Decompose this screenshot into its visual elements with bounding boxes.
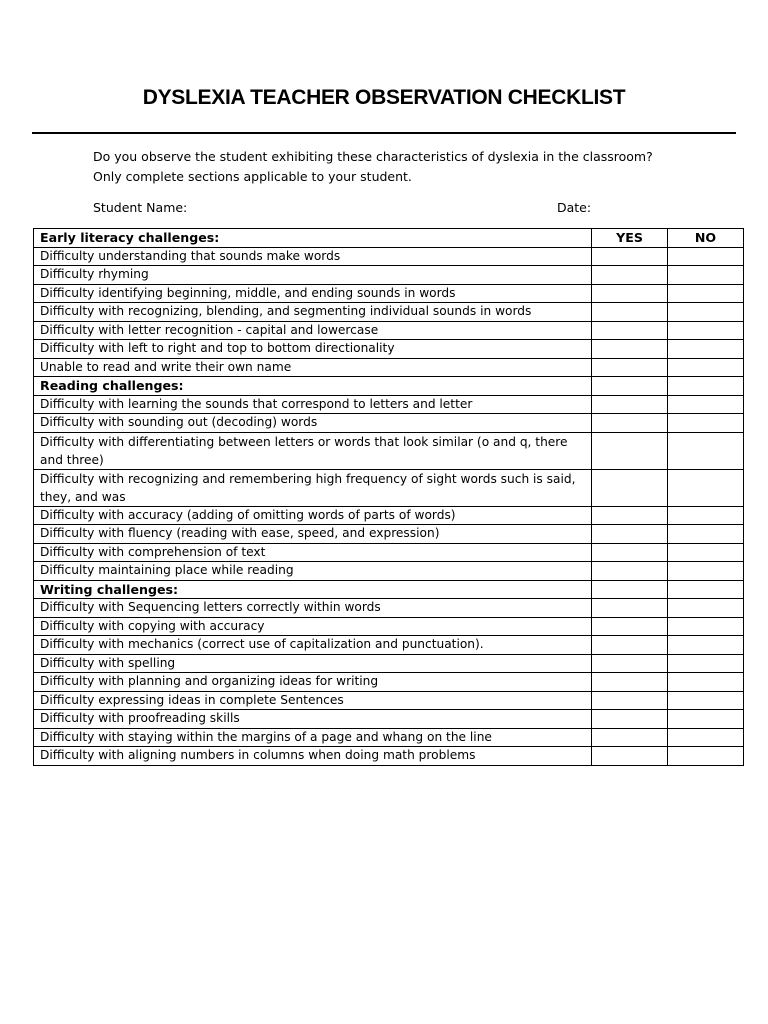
checklist-row bbox=[34, 525, 744, 544]
yes-checkbox-cell[interactable] bbox=[592, 266, 668, 285]
no-checkbox-cell[interactable] bbox=[668, 525, 744, 544]
observation-checklist-table bbox=[33, 228, 744, 766]
checklist-row bbox=[34, 284, 744, 303]
checklist-row bbox=[34, 691, 744, 710]
checklist-item-label: Difficulty with differentiating between letters or words that look similar (o and q, there and three) bbox=[34, 432, 592, 469]
checklist-row bbox=[34, 728, 744, 747]
checklist-row bbox=[34, 543, 744, 562]
no-checkbox-cell[interactable] bbox=[668, 636, 744, 655]
intro-instruction: Only complete sections applicable to your student. bbox=[93, 169, 412, 184]
no-checkbox-cell[interactable] bbox=[668, 358, 744, 377]
checklist-item-label: Difficulty with aligning numbers in columns when doing math problems bbox=[34, 747, 592, 766]
checklist-row bbox=[34, 358, 744, 377]
no-checkbox-cell[interactable] bbox=[668, 395, 744, 414]
checklist-row bbox=[34, 432, 744, 469]
section-header-writing bbox=[34, 580, 744, 599]
checklist-row bbox=[34, 710, 744, 729]
no-checkbox-cell[interactable] bbox=[668, 321, 744, 340]
checklist-row bbox=[34, 247, 744, 266]
checklist-row bbox=[34, 303, 744, 322]
yes-checkbox-cell[interactable] bbox=[592, 414, 668, 433]
no-checkbox-cell[interactable] bbox=[668, 691, 744, 710]
yes-checkbox-cell[interactable] bbox=[592, 691, 668, 710]
yes-column-header: YES bbox=[592, 229, 668, 248]
no-checkbox-cell[interactable] bbox=[668, 617, 744, 636]
section-header-reading bbox=[34, 377, 744, 396]
student-name-label: Student Name: bbox=[93, 200, 188, 215]
no-column-header: NO bbox=[668, 229, 744, 248]
no-checkbox-cell[interactable] bbox=[668, 377, 744, 396]
checklist-item-label: Difficulty with left to right and top to bottom directionality bbox=[34, 340, 592, 359]
no-checkbox-cell[interactable] bbox=[668, 266, 744, 285]
checklist-item-label: Difficulty with Sequencing letters correctly within words bbox=[34, 599, 592, 618]
no-checkbox-cell[interactable] bbox=[668, 654, 744, 673]
checklist-item-label: Difficulty with copying with accuracy bbox=[34, 617, 592, 636]
checklist-row bbox=[34, 747, 744, 766]
yes-checkbox-cell[interactable] bbox=[592, 636, 668, 655]
checklist-row bbox=[34, 599, 744, 618]
checklist-item-label: Difficulty with letter recognition - capital and lowercase bbox=[34, 321, 592, 340]
checklist-row bbox=[34, 617, 744, 636]
yes-checkbox-cell[interactable] bbox=[592, 525, 668, 544]
section-title: Reading challenges: bbox=[34, 377, 592, 396]
checklist-item-label: Difficulty with spelling bbox=[34, 654, 592, 673]
no-checkbox-cell[interactable] bbox=[668, 728, 744, 747]
page-title: DYSLEXIA TEACHER OBSERVATION CHECKLIST bbox=[142, 86, 626, 109]
yes-checkbox-cell[interactable] bbox=[592, 710, 668, 729]
checklist-item-label: Difficulty with learning the sounds that correspond to letters and letter bbox=[34, 395, 592, 414]
yes-checkbox-cell[interactable] bbox=[592, 617, 668, 636]
no-checkbox-cell[interactable] bbox=[668, 580, 744, 599]
no-checkbox-cell[interactable] bbox=[668, 673, 744, 692]
no-checkbox-cell[interactable] bbox=[668, 543, 744, 562]
no-checkbox-cell[interactable] bbox=[668, 469, 744, 506]
no-checkbox-cell[interactable] bbox=[668, 710, 744, 729]
checklist-item-label: Difficulty with mechanics (correct use of capitalization and punctuation). bbox=[34, 636, 592, 655]
yes-checkbox-cell[interactable] bbox=[592, 673, 668, 692]
yes-checkbox-cell[interactable] bbox=[592, 580, 668, 599]
yes-checkbox-cell[interactable] bbox=[592, 747, 668, 766]
no-checkbox-cell[interactable] bbox=[668, 599, 744, 618]
no-checkbox-cell[interactable] bbox=[668, 303, 744, 322]
checklist-row bbox=[34, 654, 744, 673]
yes-checkbox-cell[interactable] bbox=[592, 506, 668, 525]
checklist-item-label: Difficulty with fluency (reading with ease, speed, and expression) bbox=[34, 525, 592, 544]
checklist-item-label: Difficulty understanding that sounds make words bbox=[34, 247, 592, 266]
yes-checkbox-cell[interactable] bbox=[592, 247, 668, 266]
checklist-row bbox=[34, 673, 744, 692]
checklist-row bbox=[34, 506, 744, 525]
checklist-row bbox=[34, 266, 744, 285]
checklist-item-label: Difficulty with proofreading skills bbox=[34, 710, 592, 729]
no-checkbox-cell[interactable] bbox=[668, 432, 744, 469]
checklist-item-label: Difficulty with staying within the margins of a page and whang on the line bbox=[34, 728, 592, 747]
yes-checkbox-cell[interactable] bbox=[592, 654, 668, 673]
checklist-item-label: Difficulty with comprehension of text bbox=[34, 543, 592, 562]
yes-checkbox-cell[interactable] bbox=[592, 340, 668, 359]
intro-question: Do you observe the student exhibiting these characteristics of dyslexia in the classroom? bbox=[93, 149, 653, 164]
section-title: Early literacy challenges: bbox=[34, 229, 592, 248]
no-checkbox-cell[interactable] bbox=[668, 562, 744, 581]
yes-checkbox-cell[interactable] bbox=[592, 543, 668, 562]
yes-checkbox-cell[interactable] bbox=[592, 599, 668, 618]
checklist-item-label: Difficulty rhyming bbox=[34, 266, 592, 285]
checklist-row bbox=[34, 340, 744, 359]
title-divider bbox=[32, 132, 736, 134]
checklist-row bbox=[34, 636, 744, 655]
checklist-item-label: Difficulty with planning and organizing ideas for writing bbox=[34, 673, 592, 692]
checklist-row bbox=[34, 469, 744, 506]
no-checkbox-cell[interactable] bbox=[668, 414, 744, 433]
checklist-row bbox=[34, 321, 744, 340]
checklist-row bbox=[34, 395, 744, 414]
checklist-item-label: Difficulty with accuracy (adding of omitting words of parts of words) bbox=[34, 506, 592, 525]
date-label: Date: bbox=[557, 200, 592, 215]
no-checkbox-cell[interactable] bbox=[668, 340, 744, 359]
checklist-item-label: Difficulty with recognizing, blending, and segmenting individual sounds in words bbox=[34, 303, 592, 322]
checklist-row bbox=[34, 414, 744, 433]
yes-checkbox-cell[interactable] bbox=[592, 432, 668, 469]
checklist-item-label: Difficulty expressing ideas in complete Sentences bbox=[34, 691, 592, 710]
section-header-early-literacy bbox=[34, 229, 744, 248]
no-checkbox-cell[interactable] bbox=[668, 284, 744, 303]
no-checkbox-cell[interactable] bbox=[668, 506, 744, 525]
checklist-item-label: Difficulty maintaining place while reading bbox=[34, 562, 592, 581]
checklist-item-label: Difficulty with recognizing and remembering high frequency of sight words such is said, they, and was bbox=[34, 469, 592, 506]
yes-checkbox-cell[interactable] bbox=[592, 303, 668, 322]
yes-checkbox-cell[interactable] bbox=[592, 469, 668, 506]
yes-checkbox-cell[interactable] bbox=[592, 377, 668, 396]
yes-checkbox-cell[interactable] bbox=[592, 284, 668, 303]
yes-checkbox-cell[interactable] bbox=[592, 321, 668, 340]
checklist-item-label: Difficulty identifying beginning, middle, and ending sounds in words bbox=[34, 284, 592, 303]
checklist-row bbox=[34, 562, 744, 581]
yes-checkbox-cell[interactable] bbox=[592, 562, 668, 581]
checklist-item-label: Difficulty with sounding out (decoding) words bbox=[34, 414, 592, 433]
section-title: Writing challenges: bbox=[34, 580, 592, 599]
yes-checkbox-cell[interactable] bbox=[592, 395, 668, 414]
yes-checkbox-cell[interactable] bbox=[592, 728, 668, 747]
yes-checkbox-cell[interactable] bbox=[592, 358, 668, 377]
no-checkbox-cell[interactable] bbox=[668, 247, 744, 266]
checklist-item-label: Unable to read and write their own name bbox=[34, 358, 592, 377]
no-checkbox-cell[interactable] bbox=[668, 747, 744, 766]
